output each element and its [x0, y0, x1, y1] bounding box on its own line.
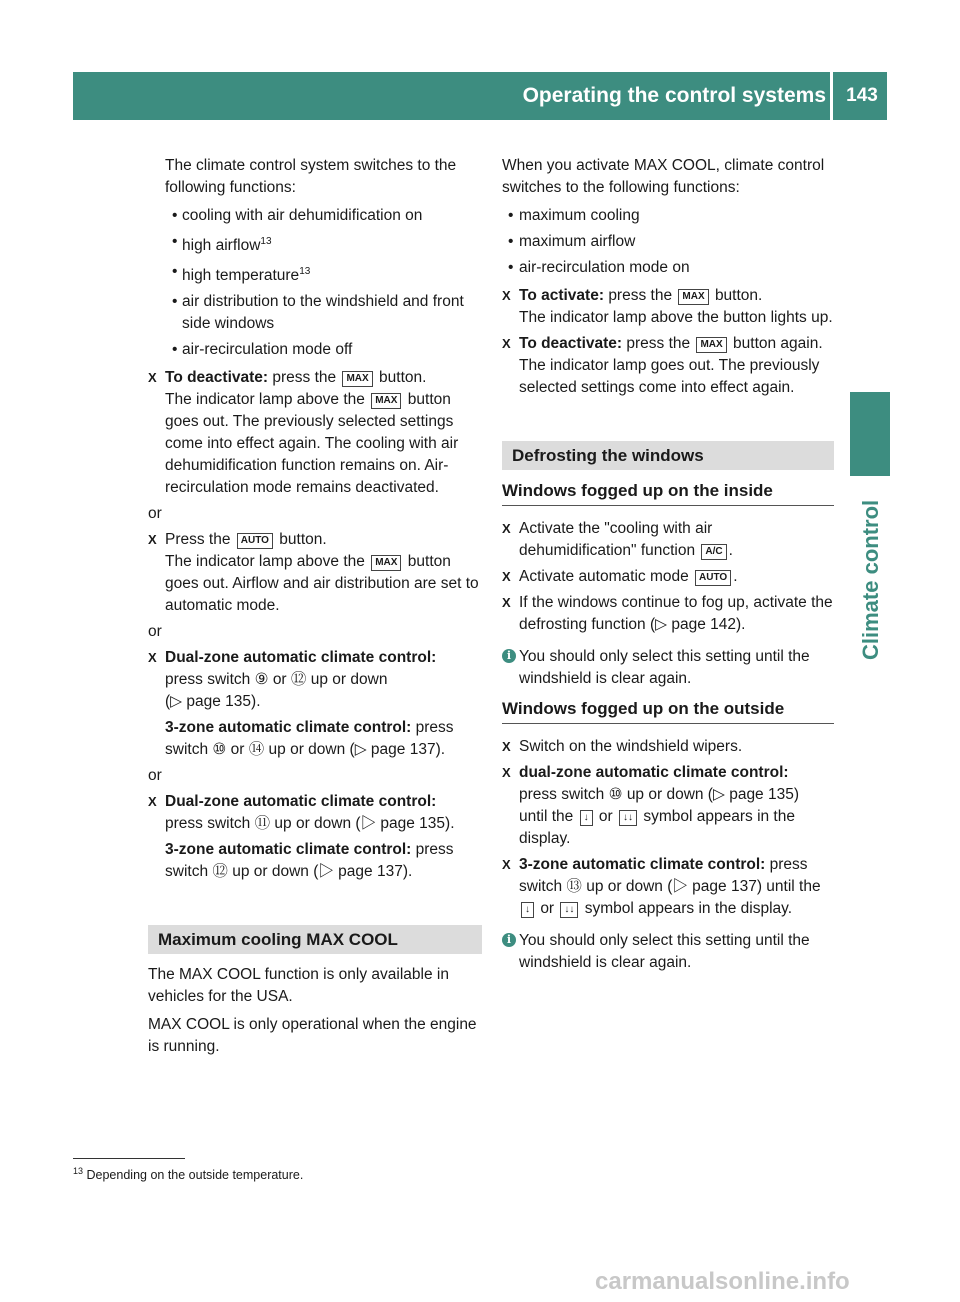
left-column: [148, 155, 482, 1058]
list-item: [502, 257, 834, 279]
step-text: button goes out. Airflow and air distribution are set to automatic mode.: [165, 553, 479, 615]
step-text: or: [598, 808, 613, 825]
step-label: 3-zone automatic climate control:: [519, 856, 766, 873]
arrow-icon: X: [148, 532, 157, 548]
arrow-icon: X: [502, 336, 511, 351]
arrow-icon: X: [502, 288, 511, 303]
intro-text: When you activate MAX COOL, climate control switches to the following functions:: [502, 157, 825, 196]
bullet-icon: •: [508, 207, 514, 224]
step-label: To deactivate:: [165, 369, 269, 387]
switch-12-icon: ⑫: [212, 863, 228, 881]
side-label-text: Climate control: [858, 499, 883, 660]
step-text: up or down: [310, 671, 388, 689]
step-text: or: [272, 671, 287, 689]
step-text: Press the: [165, 531, 231, 549]
step-text: press the: [272, 369, 337, 387]
step-label: To deactivate:: [519, 335, 623, 352]
step-text: press switch: [519, 856, 808, 895]
info-text: You should only select this setting until the windshield is clear again.: [519, 648, 810, 687]
ac-icon: A/C: [701, 544, 726, 560]
wiper-single-icon: ↓: [521, 902, 534, 918]
footnote-ref: 13: [299, 266, 311, 278]
step-text: press switch: [165, 841, 454, 881]
header-title: Operating the control systems: [522, 84, 826, 107]
list-item: [148, 205, 482, 227]
or-text: or: [148, 505, 162, 523]
step-text: button goes out. The previously selected settings come into effect again. The cooling with air dehumidification function remains on. Air-recirculation mode remains deactivated.: [165, 391, 459, 497]
step-label: 3-zone automatic climate control:: [165, 719, 412, 737]
switch-9-icon: ⑨: [254, 671, 269, 689]
bullet-icon: •: [172, 341, 178, 359]
section-heading-defrosting: Defrosting the windows: [502, 441, 834, 470]
list-item: [502, 205, 834, 227]
step-text: or: [540, 900, 555, 917]
switch-13-icon: ⑬: [566, 878, 582, 895]
step-switch-temp: [148, 647, 482, 761]
step-label: To activate:: [519, 287, 604, 304]
switch-14-icon: ⑭: [248, 741, 265, 759]
step-label: 3-zone automatic climate control:: [165, 841, 412, 859]
info-text: You should only select this setting until the windshield is clear again.: [519, 932, 810, 971]
step-text: Activate automatic mode: [519, 568, 689, 585]
info-note: [502, 646, 834, 690]
intro-text: The climate control system switches to the following functions:: [165, 157, 457, 196]
windshield-max-icon: MAX: [342, 371, 372, 387]
step-text: If the windows continue to fog up, activate the defrosting function (▷ page 142).: [519, 594, 833, 633]
step-text: button.: [279, 531, 327, 549]
arrow-icon: X: [148, 794, 157, 810]
step-text: Switch on the windshield wipers.: [519, 738, 743, 755]
arrow-icon: X: [502, 739, 511, 754]
list-item-text: cooling with air dehumidification on: [182, 207, 423, 224]
bullet-icon: •: [172, 263, 178, 281]
footnote-number: 13: [73, 1166, 84, 1176]
switch-10-icon: ⑩: [212, 741, 227, 759]
switch-10-icon: ⑩: [608, 786, 623, 803]
arrow-icon: X: [502, 595, 511, 610]
list-item-text: high temperature: [182, 267, 300, 285]
step-text: press switch: [165, 815, 251, 833]
step-auto: X Activate automatic mode AUTO .: [502, 566, 834, 588]
bullet-icon: •: [172, 207, 178, 224]
footnote-rule: [73, 1158, 185, 1159]
step-text: until the: [519, 808, 574, 825]
step-switch-airflow: [148, 791, 482, 883]
list-item: [148, 339, 482, 361]
watermark: carmanualsonline.info: [595, 1268, 850, 1295]
info-note: [502, 930, 834, 974]
list-item-text: air-recirculation mode on: [519, 259, 690, 276]
switch-12-icon: ⑫: [290, 671, 307, 689]
arrow-icon: X: [502, 569, 511, 584]
list-item: [502, 231, 834, 253]
step-deactivate: [148, 367, 482, 499]
list-item: [148, 291, 482, 335]
right-column: [502, 155, 834, 982]
step-text: symbol appears in the display.: [584, 900, 793, 917]
step-text: The indicator lamp goes out. The previously selected settings come into effect again.: [519, 357, 820, 396]
step-text: press switch: [519, 786, 605, 803]
footnote-ref: 13: [260, 236, 272, 247]
step-text: button.: [379, 369, 427, 387]
step-text: up or down (▷ page 137).: [232, 863, 413, 881]
step-cooling: X Activate the "cooling with air dehumidification" function A/C .: [502, 520, 733, 559]
step-text: up or down (▷ page 137).: [268, 741, 446, 759]
step-text: button again.: [733, 335, 823, 352]
bullet-icon: •: [172, 233, 178, 250]
list-item-text: maximum cooling: [519, 207, 640, 224]
list-item: [148, 231, 482, 257]
bullet-icon: •: [508, 233, 514, 250]
paragraph: The MAX COOL function is only available in vehicles for the USA.: [148, 966, 449, 1006]
step-text: Activate the "cooling with air dehumidification" function: [519, 520, 713, 559]
step-deactivate: [502, 333, 834, 399]
list-item-text: air distribution to the windshield and front side windows: [182, 293, 464, 333]
footnote-text: Depending on the outside temperature.: [86, 1168, 304, 1183]
bullet-icon: •: [508, 259, 514, 276]
step-text: press switch: [165, 719, 454, 759]
step-activate: [502, 285, 834, 329]
step-text: up or down (▷ page 135).: [274, 815, 455, 833]
header-divider: [830, 72, 833, 120]
step-text: (▷ page 135).: [165, 693, 261, 711]
step-label: Dual-zone automatic climate control:: [165, 793, 437, 811]
info-icon: i: [502, 649, 516, 663]
arrow-icon: X: [148, 650, 157, 666]
step-text: press the: [626, 335, 691, 352]
section-heading-max-cool: Maximum cooling MAX COOL: [148, 925, 482, 954]
step-defrost: [502, 592, 834, 636]
list-item-text: maximum airflow: [519, 233, 636, 250]
step-text: press the: [608, 287, 673, 304]
or-text: or: [148, 623, 162, 641]
max-cool-icon: MAX: [678, 289, 708, 305]
wiper-double-icon: ↓↓: [560, 902, 578, 918]
step-label: Dual-zone automatic climate control:: [165, 649, 437, 667]
step-text: up or down (▷ page 137) until the: [586, 878, 821, 895]
arrow-icon: X: [148, 370, 157, 386]
subheading-inside: Windows fogged up on the inside: [502, 480, 834, 506]
step-text: press switch: [165, 671, 251, 689]
info-icon: i: [502, 933, 516, 947]
max-cool-icon: MAX: [696, 337, 726, 353]
step-text: The indicator lamp above the: [165, 553, 365, 571]
step-text: symbol appears in the display.: [519, 808, 795, 847]
auto-icon: AUTO: [237, 533, 273, 549]
step-dual-zone: [502, 762, 834, 850]
step-label: dual-zone automatic climate control:: [519, 764, 789, 781]
step-wipers: [502, 736, 834, 758]
step-press-auto: [148, 529, 482, 617]
step-text: The indicator lamp above the: [165, 391, 365, 409]
footnote: [73, 1166, 303, 1182]
wiper-single-icon: ↓: [580, 810, 593, 826]
arrow-icon: X: [502, 521, 511, 536]
step-text: The indicator lamp above the button lights up.: [519, 309, 833, 326]
arrow-icon: X: [502, 765, 511, 780]
step-text: up or down (▷ page 135): [626, 786, 800, 803]
step-3-zone: [502, 854, 834, 920]
page-number: 143: [846, 85, 878, 106]
step-text: or: [230, 741, 245, 759]
auto-icon: AUTO: [695, 570, 731, 586]
list-item-text: high airflow: [182, 237, 261, 255]
side-tab: [850, 392, 890, 476]
list-item: [148, 261, 482, 287]
subheading-outside: Windows fogged up on the outside: [502, 698, 834, 724]
paragraph: MAX COOL is only operational when the engine is running.: [148, 1016, 477, 1056]
list-item-text: air-recirculation mode off: [182, 341, 353, 359]
windshield-max-icon: MAX: [371, 393, 401, 409]
or-text: or: [148, 767, 162, 785]
bullet-icon: •: [172, 293, 178, 311]
windshield-max-icon: MAX: [371, 555, 401, 571]
step-text: button.: [714, 287, 763, 304]
arrow-icon: X: [502, 857, 511, 872]
wiper-double-icon: ↓↓: [619, 810, 637, 826]
switch-11-icon: ⑪: [254, 815, 271, 833]
